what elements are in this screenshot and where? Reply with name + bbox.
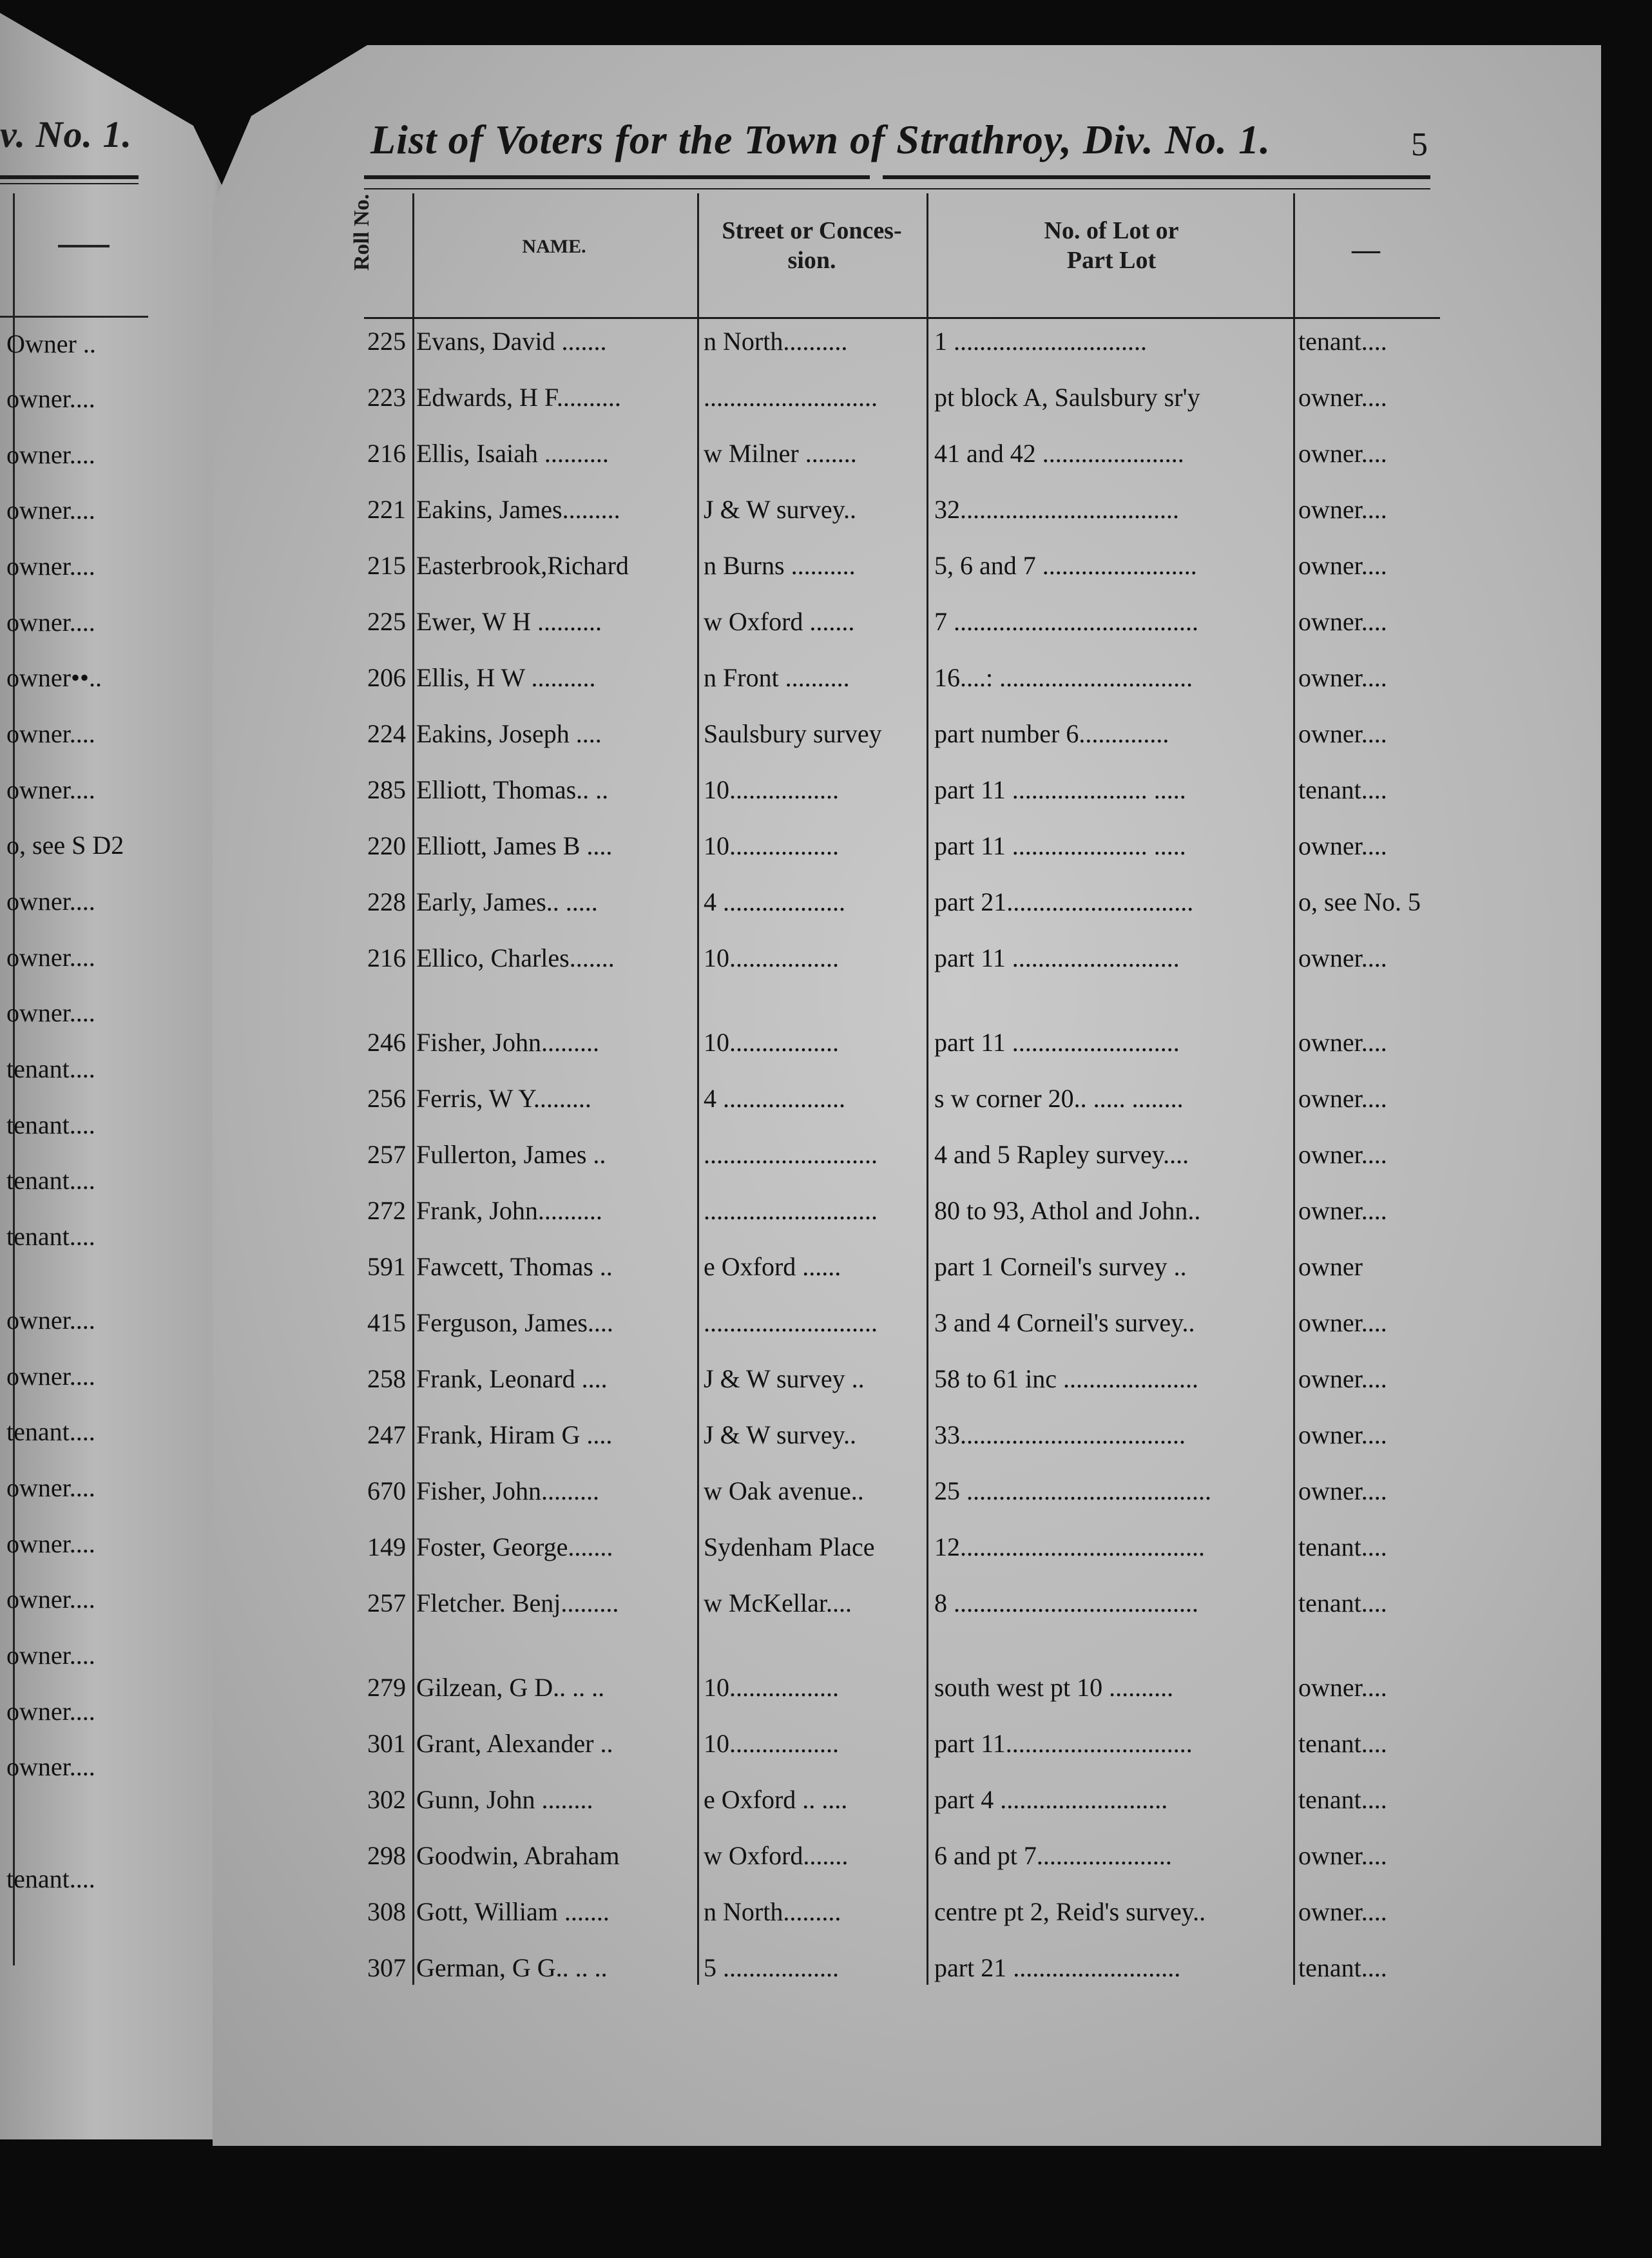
street-or-concession: 10................. xyxy=(704,1673,839,1702)
voter-name: Early, James.. ..... xyxy=(416,887,598,916)
lot-number: 4 and 5 Rapley survey.... xyxy=(934,1140,1189,1169)
street-or-concession: w McKellar.... xyxy=(704,1588,852,1617)
voter-name: Gott, William ....... xyxy=(416,1897,610,1926)
table-row xyxy=(0,1195,1652,1233)
lot-number: pt block A, Saulsbury sr'y xyxy=(934,383,1200,412)
header-name: NAME. xyxy=(522,236,586,257)
previous-page-entry: owner.... xyxy=(6,1752,95,1781)
street-or-concession: 10................. xyxy=(704,1729,839,1758)
street-or-concession: J & W survey.. xyxy=(704,1420,857,1449)
street-or-concession: w Oak avenue.. xyxy=(704,1476,864,1505)
roll-number: 221 xyxy=(367,495,406,524)
tenure-status: owner.... xyxy=(1298,663,1387,692)
lot-number: centre pt 2, Reid's survey.. xyxy=(934,1897,1206,1926)
voter-name: Ewer, W H .......... xyxy=(416,607,602,636)
previous-page-entry: owner.... xyxy=(6,998,95,1027)
previous-page-entry: owner.... xyxy=(6,1585,95,1614)
previous-page-entry: owner.... xyxy=(6,1641,95,1670)
tenure-status: tenant.... xyxy=(1298,1729,1387,1758)
table-row xyxy=(0,1728,1652,1766)
roll-number: 216 xyxy=(367,943,406,972)
voter-name: Evans, David ....... xyxy=(416,327,607,356)
lot-number: 33................................... xyxy=(934,1420,1186,1449)
previous-page-header-rule xyxy=(0,316,148,318)
previous-page-entry: owner.... xyxy=(6,1529,95,1558)
table-row xyxy=(0,830,1652,869)
voter-name: Fisher, John......... xyxy=(416,1476,599,1505)
lot-number: part 11............................. xyxy=(934,1729,1193,1758)
tenure-status: owner.... xyxy=(1298,551,1387,580)
page-title: List of Voters for the Town of Strathroy, Div. No. 1. xyxy=(370,117,1271,162)
street-or-concession: Saulsbury survey xyxy=(704,719,882,748)
roll-number: 149 xyxy=(367,1532,406,1561)
previous-page-entry: tenant.... xyxy=(6,1222,95,1251)
previous-page-entry: owner••.. xyxy=(6,663,102,692)
previous-page-entry: owner.... xyxy=(6,775,95,804)
roll-number: 223 xyxy=(367,383,406,412)
tenure-status: owner.... xyxy=(1298,439,1387,468)
table-row xyxy=(0,1840,1652,1878)
lot-number: 32.................................. xyxy=(934,495,1179,524)
previous-page-entry: tenant.... xyxy=(6,1054,95,1083)
street-or-concession: ........................... xyxy=(704,1196,878,1225)
lot-number: 16....: .............................. xyxy=(934,663,1193,692)
roll-number: 216 xyxy=(367,439,406,468)
tenure-status: owner.... xyxy=(1298,1084,1387,1113)
page-number: 5 xyxy=(1411,126,1428,163)
table-row xyxy=(0,1027,1652,1065)
tenure-status: owner.... xyxy=(1298,1897,1387,1926)
voter-name: Fletcher. Benj......... xyxy=(416,1588,619,1617)
voter-name: Ellis, Isaiah .......... xyxy=(416,439,609,468)
roll-number: 215 xyxy=(367,551,406,580)
roll-number: 298 xyxy=(367,1841,406,1870)
street-or-concession: n North.......... xyxy=(704,327,848,356)
previous-page-rule xyxy=(0,175,139,179)
tenure-status: owner.... xyxy=(1298,1364,1387,1393)
street-or-concession: 10................. xyxy=(704,1028,839,1057)
roll-number: 670 xyxy=(367,1476,406,1505)
roll-number: 257 xyxy=(367,1588,406,1617)
roll-number: 279 xyxy=(367,1673,406,1702)
roll-number: 256 xyxy=(367,1084,406,1113)
table-row xyxy=(0,1952,1652,1991)
previous-page-entry: owner.... xyxy=(6,887,95,916)
header-roll-no: Roll No. xyxy=(350,194,374,271)
table-row xyxy=(0,438,1652,476)
street-or-concession: J & W survey .. xyxy=(704,1364,865,1393)
table-row xyxy=(0,1896,1652,1935)
title-rule-thin xyxy=(364,188,1430,189)
previous-page-entry: owner.... xyxy=(6,608,95,637)
table-row xyxy=(0,1784,1652,1822)
previous-page-column-mark xyxy=(58,245,110,247)
lot-number: s w corner 20.. ..... ........ xyxy=(934,1084,1184,1113)
roll-number: 257 xyxy=(367,1140,406,1169)
lot-number: part 1 Corneil's survey .. xyxy=(934,1252,1187,1281)
roll-number: 225 xyxy=(367,607,406,636)
previous-page-entry: tenant.... xyxy=(6,1110,95,1139)
lot-number: part 21 .......................... xyxy=(934,1953,1181,1982)
voter-name: Elliott, Thomas.. .. xyxy=(416,775,609,804)
table-row xyxy=(0,325,1652,364)
previous-page-entry: owner.... xyxy=(6,1473,95,1502)
street-or-concession: 10................. xyxy=(704,943,839,972)
table-row xyxy=(0,1363,1652,1402)
header-bottom-rule xyxy=(364,317,1440,319)
roll-number: 224 xyxy=(367,719,406,748)
voter-name: Foster, George....... xyxy=(416,1532,613,1561)
previous-page-entry: owner.... xyxy=(6,496,95,525)
tenure-status: owner xyxy=(1298,1252,1363,1281)
tenure-status: owner.... xyxy=(1298,1140,1387,1169)
lot-number: 5, 6 and 7 ........................ xyxy=(934,551,1197,580)
voter-name: Goodwin, Abraham xyxy=(416,1841,620,1870)
lot-number: south west pt 10 .......... xyxy=(934,1673,1174,1702)
street-or-concession: 4 ................... xyxy=(704,1084,845,1113)
tenure-status: owner.... xyxy=(1298,1028,1387,1057)
tenure-status: owner.... xyxy=(1298,1308,1387,1337)
voter-name: Easterbrook,Richard xyxy=(416,551,629,580)
previous-page-rule-thin xyxy=(0,183,139,184)
lot-number: part 11 ..................... ..... xyxy=(934,831,1186,860)
lot-number: part 4 .......................... xyxy=(934,1785,1168,1814)
street-or-concession: n Front .......... xyxy=(704,663,850,692)
street-or-concession: n North......... xyxy=(704,1897,841,1926)
street-or-concession: 10................. xyxy=(704,775,839,804)
tenure-status: owner.... xyxy=(1298,1841,1387,1870)
table-row xyxy=(0,886,1652,925)
tenure-status: tenant.... xyxy=(1298,1588,1387,1617)
voter-name: Ferguson, James.... xyxy=(416,1308,613,1337)
previous-page-entry: owner.... xyxy=(6,1362,95,1391)
tenure-status: owner.... xyxy=(1298,383,1387,412)
table-row xyxy=(0,662,1652,700)
previous-page-entry: owner.... xyxy=(6,943,95,972)
street-or-concession: Sydenham Place xyxy=(704,1532,875,1561)
voter-name: Grant, Alexander .. xyxy=(416,1729,613,1758)
table-row xyxy=(0,1251,1652,1289)
tenure-status: tenant.... xyxy=(1298,327,1387,356)
lot-number: part 11 .......................... xyxy=(934,1028,1180,1057)
table-row xyxy=(0,606,1652,644)
street-or-concession: w Oxford....... xyxy=(704,1841,849,1870)
previous-page-entry: owner.... xyxy=(6,440,95,469)
tenure-status: tenant.... xyxy=(1298,1532,1387,1561)
tenure-status: owner.... xyxy=(1298,719,1387,748)
roll-number: 206 xyxy=(367,663,406,692)
street-or-concession: n Burns .......... xyxy=(704,551,856,580)
tenure-status: tenant.... xyxy=(1298,1785,1387,1814)
table-row xyxy=(0,1587,1652,1626)
roll-number: 258 xyxy=(367,1364,406,1393)
tenure-status: owner.... xyxy=(1298,1673,1387,1702)
tenure-status: owner.... xyxy=(1298,607,1387,636)
header-status: — xyxy=(1352,234,1380,265)
previous-page-entry: owner.... xyxy=(6,1306,95,1335)
tenure-status: tenant.... xyxy=(1298,775,1387,804)
table-row xyxy=(0,1475,1652,1514)
previous-page-entry: owner.... xyxy=(6,719,95,748)
lot-number: part 21............................. xyxy=(934,887,1194,916)
voter-name: Frank, John.......... xyxy=(416,1196,602,1225)
street-or-concession: ........................... xyxy=(704,383,878,412)
previous-page-entry: owner.... xyxy=(6,552,95,581)
table-row xyxy=(0,550,1652,588)
street-or-concession: ........................... xyxy=(704,1308,878,1337)
roll-number: 272 xyxy=(367,1196,406,1225)
roll-number: 285 xyxy=(367,775,406,804)
roll-number: 308 xyxy=(367,1897,406,1926)
tenure-status: owner.... xyxy=(1298,831,1387,860)
voter-name: Eakins, Joseph .... xyxy=(416,719,602,748)
previous-page-entry: tenant.... xyxy=(6,1864,95,1893)
table-row xyxy=(0,1531,1652,1570)
roll-number: 415 xyxy=(367,1308,406,1337)
street-or-concession: w Milner ........ xyxy=(704,439,857,468)
roll-number: 247 xyxy=(367,1420,406,1449)
roll-number: 301 xyxy=(367,1729,406,1758)
previous-page-entry: o, see S D2 xyxy=(6,831,124,860)
table-row xyxy=(0,494,1652,532)
header-street: Street or Conces- sion. xyxy=(722,217,902,274)
title-rule-right xyxy=(883,175,1430,179)
lot-number: 25 ...................................... xyxy=(934,1476,1211,1505)
voter-name: Edwards, H F.......... xyxy=(416,383,621,412)
table-row xyxy=(0,718,1652,757)
previous-page-entry: tenant.... xyxy=(6,1417,95,1446)
tenure-status: owner.... xyxy=(1298,1196,1387,1225)
roll-number: 302 xyxy=(367,1785,406,1814)
table-row xyxy=(0,1672,1652,1710)
roll-number: 225 xyxy=(367,327,406,356)
previous-page-entry: owner.... xyxy=(6,384,95,413)
voter-name: Ferris, W Y......... xyxy=(416,1084,591,1113)
lot-number: 58 to 61 inc ..................... xyxy=(934,1364,1198,1393)
street-or-concession: J & W survey.. xyxy=(704,495,857,524)
previous-page-entry: tenant.... xyxy=(6,1166,95,1195)
voter-name: Fullerton, James .. xyxy=(416,1140,606,1169)
roll-number: 591 xyxy=(367,1252,406,1281)
voter-name: Ellico, Charles....... xyxy=(416,943,615,972)
street-or-concession: e Oxford ...... xyxy=(704,1252,841,1281)
lot-number: 7 ...................................... xyxy=(934,607,1198,636)
tenure-status: owner.... xyxy=(1298,1420,1387,1449)
roll-number: 220 xyxy=(367,831,406,860)
roll-number: 228 xyxy=(367,887,406,916)
previous-page-header: v. No. 1. xyxy=(0,113,132,155)
voter-name: German, G G.. .. .. xyxy=(416,1953,608,1982)
voter-name: Frank, Hiram G .... xyxy=(416,1420,613,1449)
tenure-status: o, see No. 5 xyxy=(1298,887,1421,916)
lot-number: 8 ...................................... xyxy=(934,1588,1198,1617)
previous-page-entry: Owner .. xyxy=(6,329,96,358)
tenure-status: owner.... xyxy=(1298,943,1387,972)
table-row xyxy=(0,1307,1652,1346)
roll-number: 307 xyxy=(367,1953,406,1982)
voter-name: Elliott, James B .... xyxy=(416,831,613,860)
voter-name: Frank, Leonard .... xyxy=(416,1364,608,1393)
lot-number: part 11 .......................... xyxy=(934,943,1180,972)
table-row xyxy=(0,381,1652,420)
header-lot: No. of Lot or Part Lot xyxy=(1044,217,1179,274)
lot-number: 80 to 93, Athol and John.. xyxy=(934,1196,1201,1225)
lot-number: 6 and pt 7..................... xyxy=(934,1841,1172,1870)
voter-name: Fawcett, Thomas .. xyxy=(416,1252,613,1281)
table-row xyxy=(0,1139,1652,1177)
street-or-concession: 5 .................. xyxy=(704,1953,839,1982)
title-rule-left xyxy=(364,175,870,179)
voter-name: Gilzean, G D.. .. .. xyxy=(416,1673,605,1702)
lot-number: part 11 ..................... ..... xyxy=(934,775,1186,804)
voter-name: Eakins, James......... xyxy=(416,495,620,524)
lot-number: 1 .............................. xyxy=(934,327,1147,356)
street-or-concession: 10................. xyxy=(704,831,839,860)
street-or-concession: 4 ................... xyxy=(704,887,845,916)
street-or-concession: e Oxford .. .... xyxy=(704,1785,848,1814)
lot-number: 41 and 42 ...................... xyxy=(934,439,1184,468)
tenure-status: owner.... xyxy=(1298,495,1387,524)
table-row xyxy=(0,774,1652,813)
table-row xyxy=(0,1419,1652,1458)
street-or-concession: ........................... xyxy=(704,1140,878,1169)
tenure-status: owner.... xyxy=(1298,1476,1387,1505)
table-row xyxy=(0,942,1652,981)
voter-name: Fisher, John......... xyxy=(416,1028,599,1057)
lot-number: 12...................................... xyxy=(934,1532,1205,1561)
table-row xyxy=(0,1083,1652,1121)
voter-name: Gunn, John ........ xyxy=(416,1785,593,1814)
street-or-concession: w Oxford ....... xyxy=(704,607,855,636)
tenure-status: tenant.... xyxy=(1298,1953,1387,1982)
roll-number: 246 xyxy=(367,1028,406,1057)
previous-page-entry: owner.... xyxy=(6,1697,95,1726)
lot-number: part number 6.............. xyxy=(934,719,1169,748)
voter-name: Ellis, H W .......... xyxy=(416,663,596,692)
lot-number: 3 and 4 Corneil's survey.. xyxy=(934,1308,1195,1337)
